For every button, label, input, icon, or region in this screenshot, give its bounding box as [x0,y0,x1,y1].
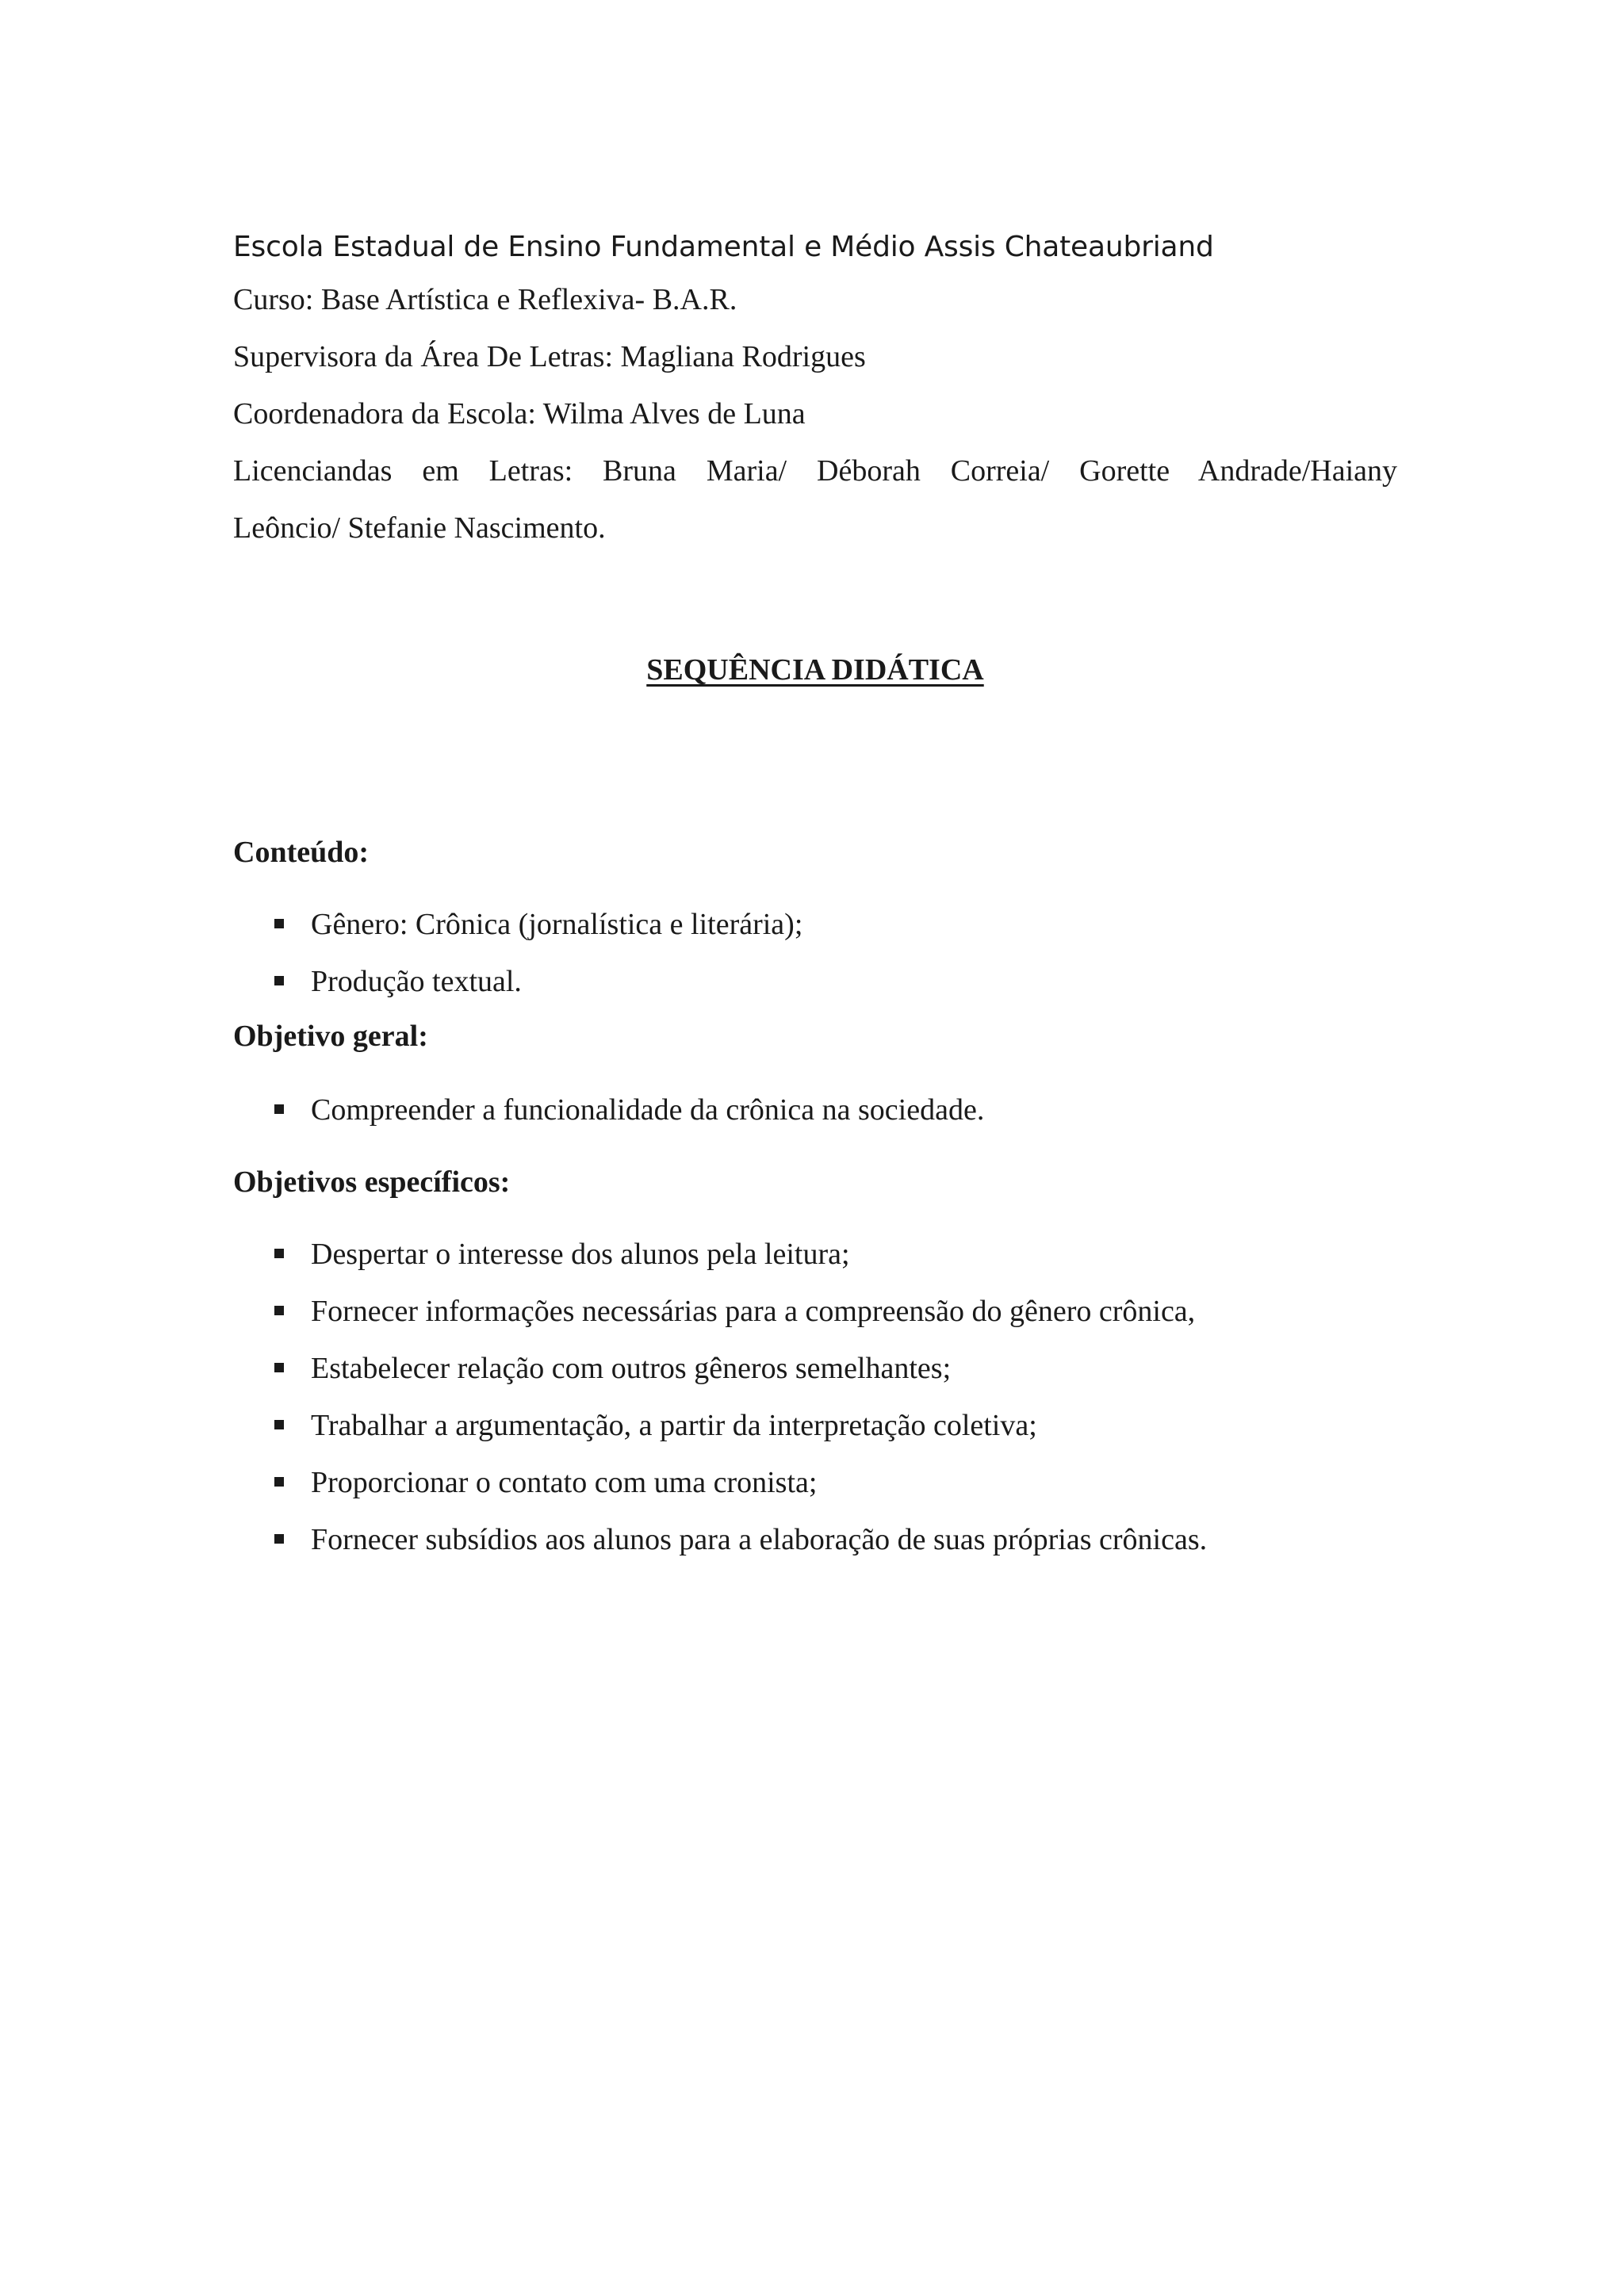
list-item [274,1081,984,1138]
list-item-text: Compreender a funcionalidade da crônica na sociedade. [311,1093,985,1127]
list-item-text: Trabalhar a argumentação, a partir da interpretação coletiva; [311,1409,1037,1442]
list-item-text: Estabelecer relação com outros gêneros semelhantes; [311,1352,952,1385]
list-item [274,896,802,953]
square-bullet-icon [274,919,284,928]
list-item [274,953,802,1010]
course-line: Curso: Base Artística e Reflexiva- B.A.R. [233,283,737,316]
coordinator-line: Coordenadora da Escola: Wilma Alves de Luna [233,397,806,430]
list-item-text: Produção textual. [311,965,522,998]
list-item-text: Despertar o interesse dos alunos pela leitura; [311,1238,850,1271]
list-item [274,1340,1207,1397]
general-objective-heading: Objetivo geral: [233,1020,428,1053]
school-name: Escola Estadual de Ensino Fundamental e Médio Assis Chateaubriand [233,231,1214,263]
content-heading: Conteúdo: [233,836,370,869]
square-bullet-icon [274,1249,284,1258]
square-bullet-icon [274,1420,284,1429]
document-title [233,650,1397,690]
list-item-text: Fornecer informações necessárias para a compreensão do gênero crônica, [311,1295,1196,1328]
general-objective-list [274,1081,984,1138]
list-item [274,1283,1207,1340]
document-title-text: SEQUÊNCIA DIDÁTICA [646,653,984,687]
square-bullet-icon [274,976,284,985]
specific-objectives-heading: Objetivos específicos: [233,1165,511,1199]
students-line-1: Licenciandas em Letras: Bruna Maria/ Déborah Correia/ Gorette Andrade/Haiany [233,454,1397,488]
list-item-text: Gênero: Crônica (jornalística e literária); [311,908,803,941]
list-item [274,1511,1207,1568]
square-bullet-icon [274,1477,284,1487]
list-item [274,1226,1207,1283]
content-list [274,896,802,1010]
list-item [274,1397,1207,1454]
list-item-text: Proporcionar o contato com uma cronista; [311,1466,818,1499]
list-item [274,1454,1207,1511]
square-bullet-icon [274,1363,284,1372]
square-bullet-icon [274,1306,284,1315]
document-content [233,224,1397,1556]
list-item-text: Fornecer subsídios aos alunos para a elaboração de suas próprias crônicas. [311,1523,1208,1556]
square-bullet-icon [274,1104,284,1114]
supervisor-line: Supervisora da Área De Letras: Magliana Rodrigues [233,340,866,373]
students-line-2: Leôncio/ Stefanie Nascimento. [233,511,606,545]
square-bullet-icon [274,1534,284,1544]
specific-objectives-list [274,1226,1207,1568]
